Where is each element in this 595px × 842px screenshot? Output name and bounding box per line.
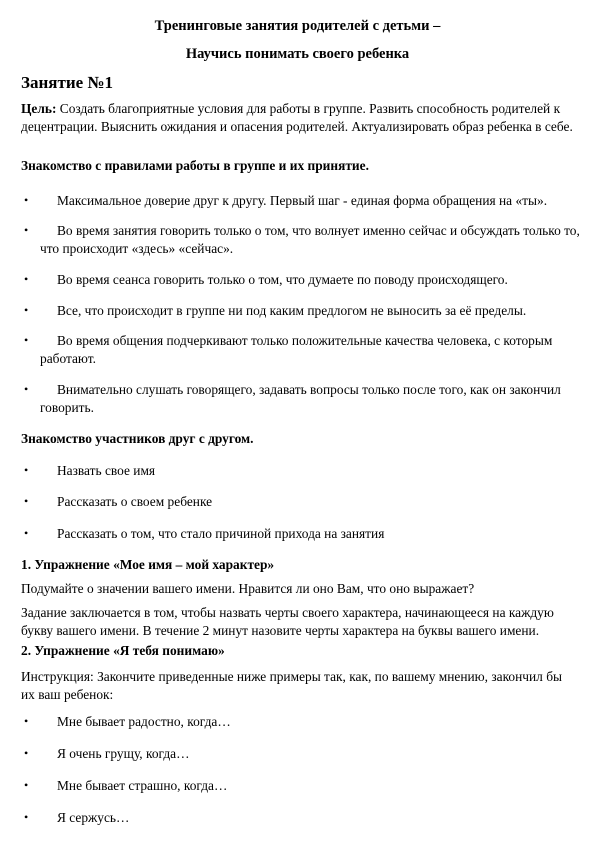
exercise-1-heading: 1. Упражнение «Мое имя – мой характер» [21, 557, 275, 572]
document-title-line-1: Тренинговые занятия родителей с детьми – [154, 18, 441, 34]
rule-text: Внимательно слушать говорящего, задавать вопросы только после того, как он закончил говорить. [40, 382, 561, 415]
bullet-icon: • [24, 778, 29, 792]
exercise-2-item-text: Я очень грущу, когда… [57, 746, 190, 761]
rule-text: Во время сеанса говорить только о том, что думаете по поводу происходящего. [57, 272, 508, 287]
bullet-icon: • [24, 494, 29, 508]
bullet-icon: • [24, 272, 29, 286]
intro-item-text: Назвать свое имя [57, 463, 156, 478]
intro-heading: Знакомство участников друг с другом. [21, 431, 254, 446]
rule-text: Максимальное доверие друг к другу. Первый шаг - единая форма обращения на «ты». [57, 193, 548, 208]
rule-text: Все, что происходит в группе ни под каким предлогом не выносить за её пределы. [57, 303, 527, 318]
exercise-2-item-text: Мне бывает страшно, когда… [57, 778, 228, 793]
bullet-icon: • [24, 382, 29, 396]
bullet-icon: • [24, 223, 29, 237]
bullet-icon: • [24, 810, 29, 824]
exercise-2-item-text: Я сержусь… [57, 810, 130, 825]
exercise-1-paragraph-2: Задание заключается в том, чтобы назвать черты своего характера, начинающееся на каждую букву вашего имени. В течение 2 минут назовите черты характера на буквы вашего имени. [21, 605, 554, 638]
bullet-icon: • [24, 333, 29, 347]
bullet-icon: • [24, 746, 29, 760]
bullet-icon: • [24, 714, 29, 728]
bullet-icon: • [24, 193, 29, 207]
intro-item-text: Рассказать о том, что стало причиной прихода на занятия [57, 526, 385, 541]
rule-text: Во время общения подчеркивают только положительные качества человека, с которым работают. [40, 333, 553, 366]
goal-label: Цель: [21, 101, 57, 116]
goal-paragraph [21, 100, 577, 135]
document-title-line-2: Научись понимать своего ребенка [185, 46, 410, 62]
exercise-2-item-text: Мне бывает радостно, когда… [57, 714, 231, 729]
exercise-2-heading: 2. Упражнение «Я тебя понимаю» [21, 643, 225, 658]
goal-text: Создать благоприятные условия для работы в группе. Развить способность родителей к децентрации. Выяснить ожидания и опасения родителей. Актуализировать образ ребенка в себе. [21, 101, 573, 134]
rule-text: Во время занятия говорить только о том, что волнует именно сейчас и обсуждать только то, что происходит «здесь» «сейчас». [40, 223, 580, 256]
exercise-1-paragraph-1: Подумайте о значении вашего имени. Нравится ли оно Вам, что оно выражает? [21, 581, 475, 596]
lesson-heading: Занятие №1 [21, 73, 113, 92]
exercise-2-instruction: Инструкция: Закончите приведенные ниже примеры так, как, по вашему мнению, закончил бы их ваш ребенок: [21, 669, 563, 702]
rules-heading: Знакомство с правилами работы в группе и их принятие. [21, 158, 369, 173]
bullet-icon: • [24, 463, 29, 477]
bullet-icon: • [24, 526, 29, 540]
intro-item-text: Рассказать о своем ребенке [57, 494, 213, 509]
bullet-icon: • [24, 303, 29, 317]
